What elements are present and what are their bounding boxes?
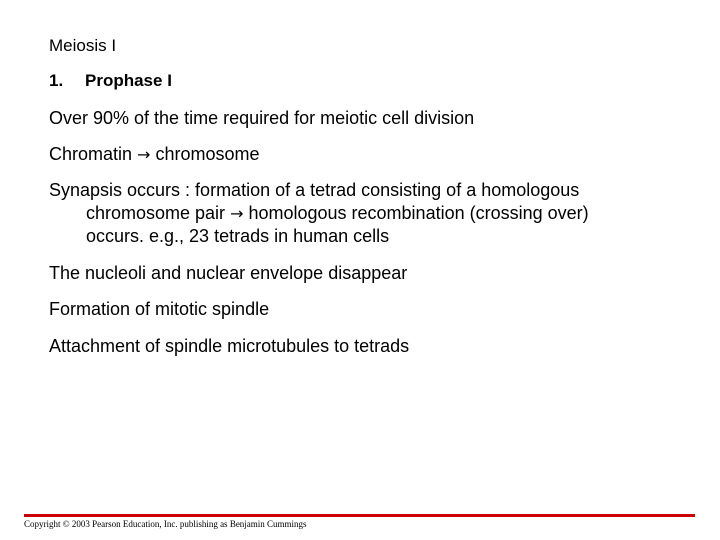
slide-subheading bbox=[49, 71, 172, 91]
point-chromatin bbox=[49, 143, 689, 166]
point-synapsis-line2 bbox=[49, 202, 689, 225]
copyright-footer: Copyright © 2003 Pearson Education, Inc. publishing as Benjamin Cummings bbox=[24, 519, 307, 529]
point-synapsis-line3: occurs. e.g., 23 tetrads in human cells bbox=[86, 226, 390, 246]
point-chromatin-after: chromosome bbox=[150, 144, 260, 164]
subheading-number: 1. bbox=[49, 71, 64, 90]
point-synapsis-line2-before: chromosome pair bbox=[86, 203, 231, 223]
point-synapsis-line1: Synapsis occurs : formation of a tetrad consisting of a homologous bbox=[49, 180, 580, 200]
arrow-right-icon: → bbox=[230, 204, 244, 223]
footer-divider bbox=[24, 514, 695, 517]
point-spindle-attachment: Attachment of spindle microtubules to tetrads bbox=[49, 336, 410, 356]
arrow-right-icon: → bbox=[137, 145, 151, 164]
slide-heading: Meiosis I bbox=[49, 36, 117, 55]
point-synapsis-line2-after: homologous recombination (crossing over) bbox=[243, 203, 589, 223]
point-spindle-formation: Formation of mitotic spindle bbox=[49, 299, 270, 319]
subheading-text: Prophase I bbox=[85, 71, 172, 90]
point-nucleoli: The nucleoli and nuclear envelope disappear bbox=[49, 263, 408, 283]
point-synapsis bbox=[49, 179, 689, 248]
point-chromatin-before: Chromatin bbox=[49, 144, 138, 164]
point-time-required: Over 90% of the time required for meiotic cell division bbox=[49, 108, 475, 128]
